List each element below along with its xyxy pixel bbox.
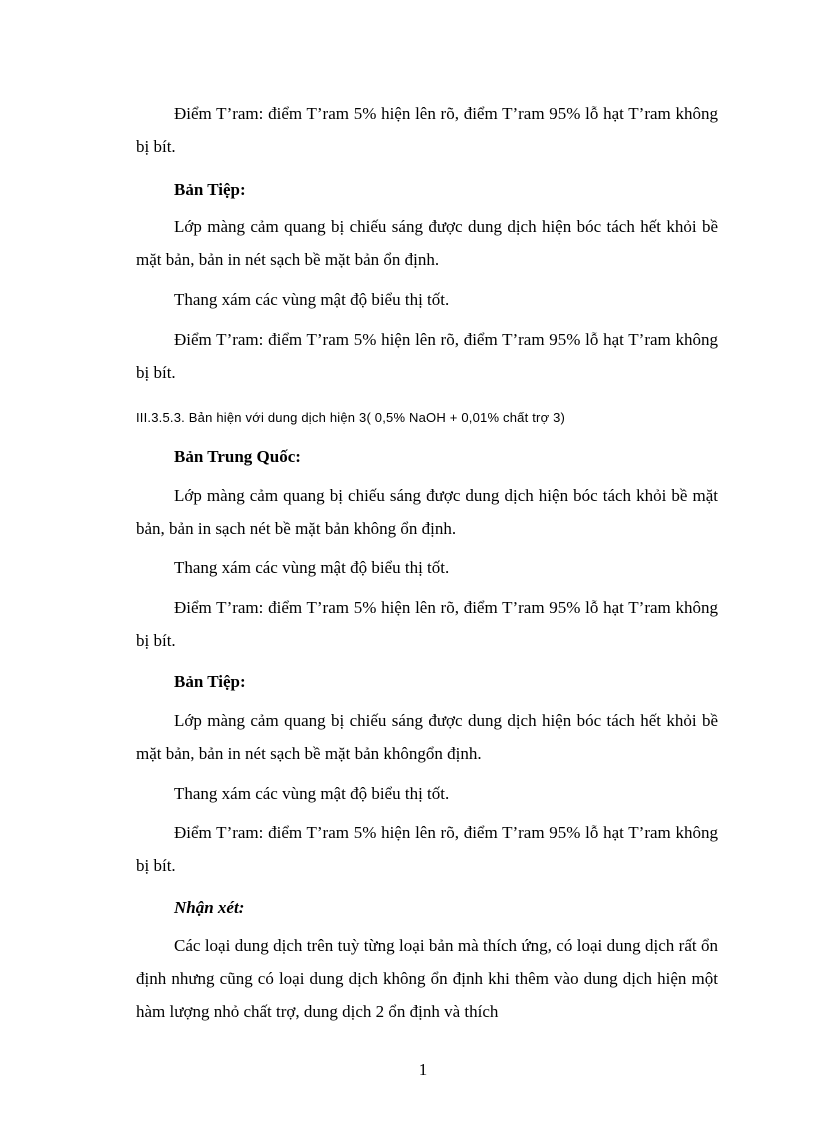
heading-ban-tiep-1: Bản Tiệp:: [174, 180, 246, 199]
page-number: 1: [418, 1060, 428, 1079]
paragraph-lop-mang-1: Lớp màng cảm quang bị chiếu sáng được dung dịch hiện bóc tách hết khỏi bề mặt bản, bản in nét sạch bề mặt bản ổn định.: [136, 217, 718, 269]
heading-ban-trung-quoc: Bản Trung Quốc:: [174, 447, 301, 466]
paragraph-tram-3: Điểm T’ram: điểm T’ram 5% hiện lên rõ, điểm T’ram 95% lỗ hạt T’ram không bị bít.: [136, 598, 718, 650]
paragraph-lop-mang-3: Lớp màng cảm quang bị chiếu sáng được dung dịch hiện bóc tách hết khỏi bề mặt bản, bản in nét sạch bề mặt bản khôngổn định.: [136, 711, 718, 763]
paragraph-tram-4: Điểm T’ram: điểm T’ram 5% hiện lên rõ, điểm T’ram 95% lỗ hạt T’ram không bị bít.: [136, 823, 718, 875]
paragraph-lop-mang-2: Lớp màng cảm quang bị chiếu sáng được dung dịch hiện bóc tách khỏi bề mặt bản, bản in sạch nét bề mặt bản không ổn định.: [136, 486, 718, 538]
paragraph-tram-1: Điểm T’ram: điểm T’ram 5% hiện lên rõ, điểm T’ram 95% lỗ hạt T’ram không bị bít.: [136, 104, 718, 156]
paragraph-tram-2: Điểm T’ram: điểm T’ram 5% hiện lên rõ, điểm T’ram 95% lỗ hạt T’ram không bị bít.: [136, 330, 718, 382]
paragraph-thang-xam-3: Thang xám các vùng mật độ biểu thị tốt.: [174, 784, 450, 803]
heading-ban-tiep-2: Bản Tiệp:: [174, 672, 246, 691]
paragraph-thang-xam-2: Thang xám các vùng mật độ biểu thị tốt.: [174, 558, 450, 577]
section-subheading-3-5-3: III.3.5.3. Bản hiện với dung dịch hiện 3( 0,5% NaOH + 0,01% chất trợ 3): [136, 410, 566, 425]
paragraph-nhan-xet-body: Các loại dung dịch trên tuỳ từng loại bản mà thích ứng, có loại dung dịch rất ổn định nhưng cũng có loại dung dịch không ổn định khi thêm vào dung dịch hiện một hàm lượng nhỏ chất trợ, dung dịch 2 ổn định và thích: [136, 936, 718, 1021]
heading-nhan-xet: Nhận xét:: [174, 898, 245, 917]
paragraph-thang-xam-1: Thang xám các vùng mật độ biểu thị tốt.: [174, 290, 450, 309]
